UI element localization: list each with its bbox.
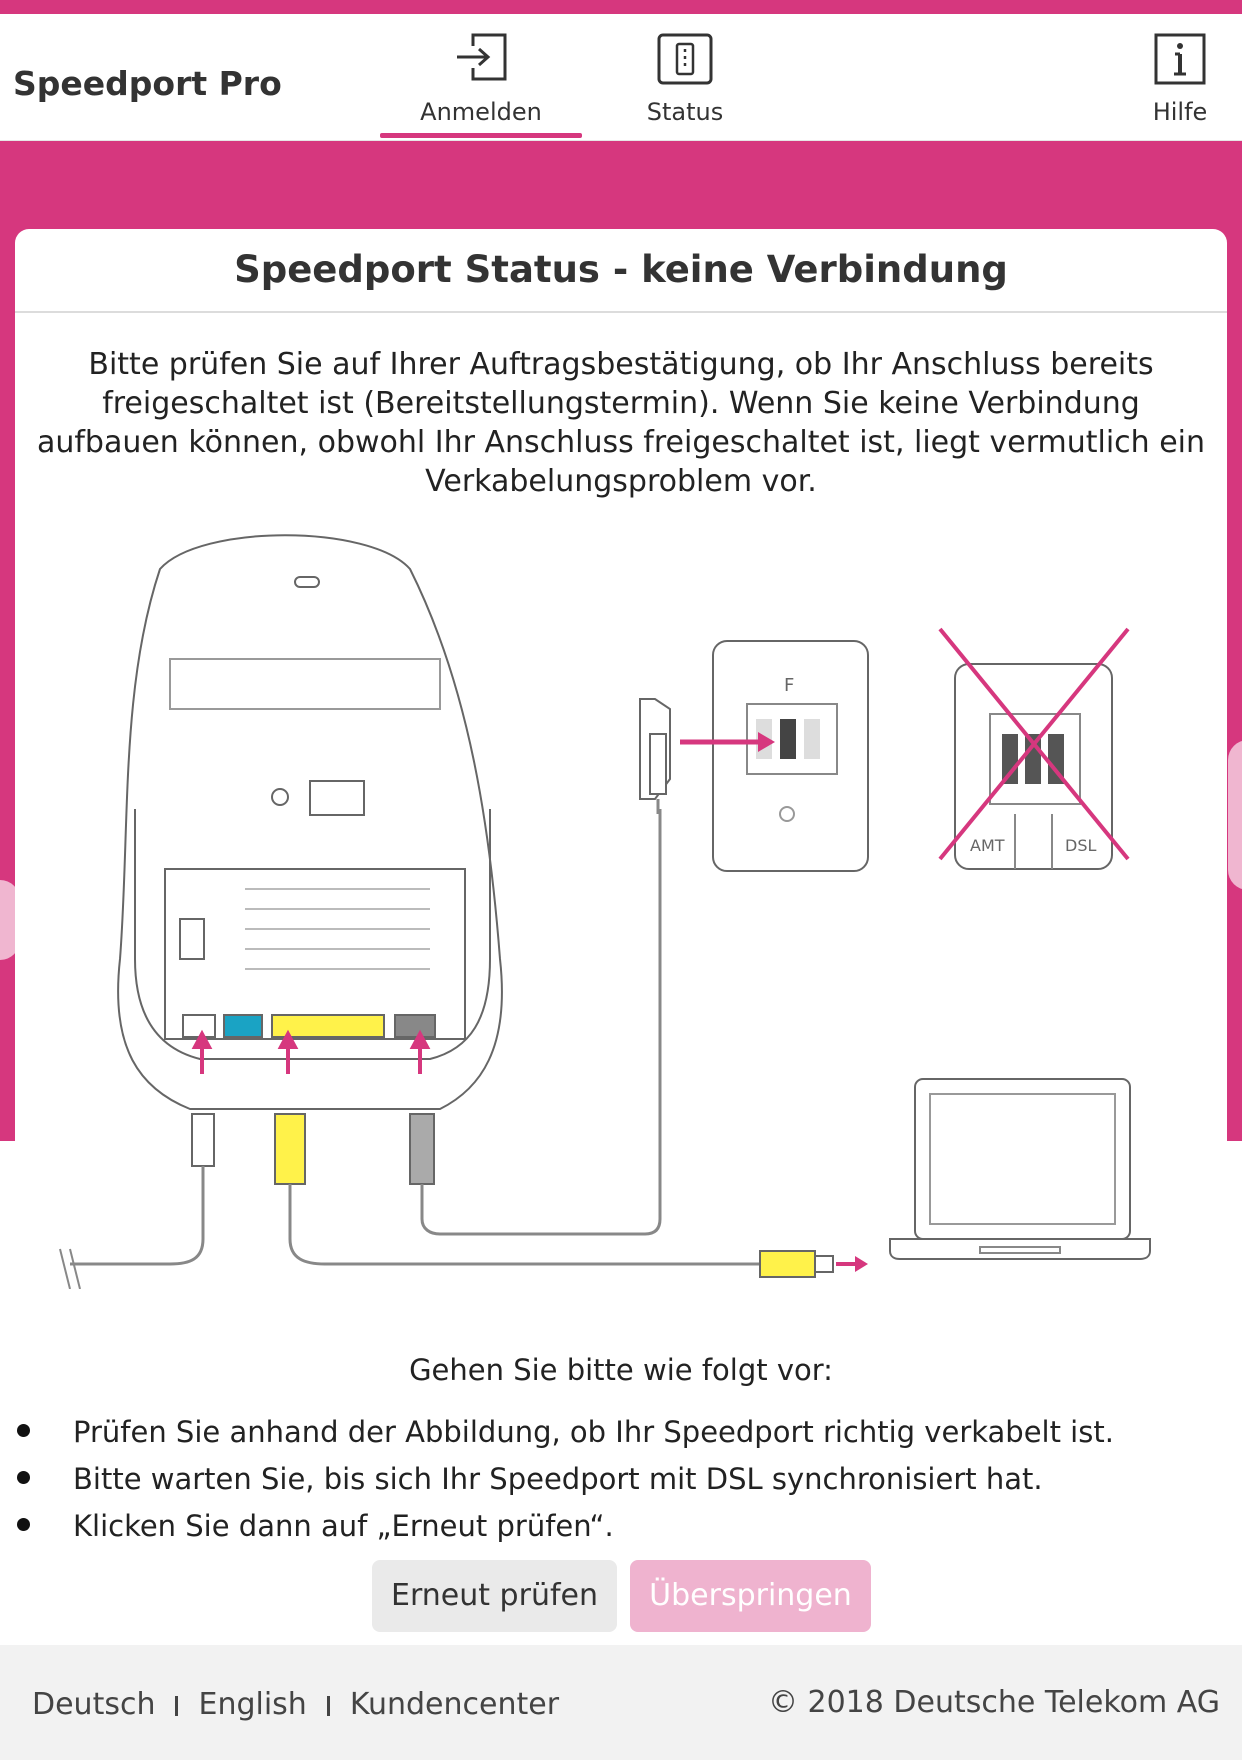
bullet-icon: [17, 1518, 30, 1531]
nav-login[interactable]: [380, 14, 582, 140]
info-icon: [1153, 32, 1207, 90]
nav-login-label: Anmelden: [420, 98, 542, 126]
step-text: Prüfen Sie anhand der Abbildung, ob Ihr Speedport richtig verkabelt ist.: [73, 1415, 1114, 1449]
brand-title: Speedport Pro: [13, 64, 282, 103]
footer: [0, 1645, 1242, 1760]
nav-help[interactable]: [1120, 14, 1240, 140]
top-accent-bar: [0, 0, 1242, 14]
retry-button[interactable]: Erneut prüfen: [372, 1560, 617, 1632]
footer-links: [32, 1687, 559, 1722]
decorative-wave: [1228, 740, 1242, 890]
list-item: [15, 1409, 1227, 1456]
kundencenter-link[interactable]: Kundencenter: [349, 1687, 560, 1722]
list-item: [15, 1503, 1227, 1550]
status-router-icon: [656, 32, 714, 90]
language-link-deutsch[interactable]: Deutsch: [32, 1687, 156, 1722]
cabling-illustration: [40, 529, 1210, 1289]
header: [0, 14, 1242, 141]
active-tab-indicator: [380, 133, 582, 138]
card-title: Speedport Status - keine Verbindung: [15, 229, 1227, 313]
copyright: © 2018 Deutsche Telekom AG: [767, 1685, 1220, 1720]
nav-status[interactable]: [620, 14, 750, 140]
skip-button[interactable]: Überspringen: [630, 1560, 871, 1632]
nav-help-label: Hilfe: [1152, 98, 1208, 126]
status-card: [15, 229, 1227, 1645]
nav-status-label: Status: [646, 98, 724, 126]
login-arrow-icon: [453, 32, 509, 88]
socket-dsl-label: DSL: [1065, 836, 1097, 855]
steps-list: [15, 1409, 1227, 1550]
intro-text: Bitte prüfen Sie auf Ihrer Auftragsbestätigung, ob Ihr Anschluss bereits freigeschaltet ist (Bereitstellungstermin). Wenn Sie keine Verbindung aufbauen können, obwohl Ihr Anschluss freigeschaltet ist, liegt vermutlich ein Verkabelungsproblem vor.: [36, 347, 1206, 499]
divider: [327, 1696, 330, 1716]
bullet-icon: [17, 1424, 30, 1437]
list-item: [15, 1456, 1227, 1503]
step-text: Klicken Sie dann auf „Erneut prüfen“.: [73, 1509, 614, 1543]
language-link-english[interactable]: English: [198, 1687, 307, 1722]
bullet-icon: [17, 1471, 30, 1484]
step-text: Bitte warten Sie, bis sich Ihr Speedport mit DSL synchronisiert hat.: [73, 1462, 1043, 1496]
socket-amt-label: AMT: [970, 836, 1005, 855]
socket-f-label: F: [784, 675, 795, 696]
divider: [175, 1696, 178, 1716]
steps-heading: Gehen Sie bitte wie folgt vor:: [409, 1353, 833, 1387]
